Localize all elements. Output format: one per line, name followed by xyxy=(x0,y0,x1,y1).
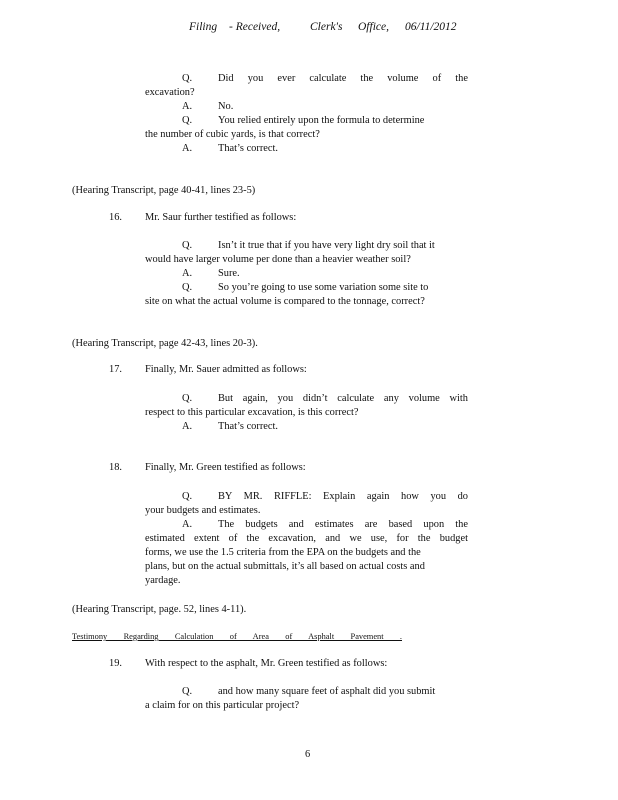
paragraph-text: Mr. Saur further testified as follows: xyxy=(145,212,297,223)
qa-text: plans, but on the actual submittals, it’s all based on actual costs and xyxy=(145,561,425,572)
qa-label: Q. xyxy=(182,115,193,126)
qa-text: So you’re going to use some variation some site to xyxy=(218,282,429,293)
qa-text: estimated extent of the excavation, and we use, for the budget xyxy=(145,533,468,544)
header-date: 06/11/2012 xyxy=(405,21,457,33)
header-filing: Filing xyxy=(189,21,218,33)
paragraph-text: With respect to the asphalt, Mr. Green testified as follows: xyxy=(145,658,388,669)
qa-text: No. xyxy=(218,101,234,112)
qa-text: the number of cubic yards, is that correct? xyxy=(145,129,320,140)
qa-label: Q. xyxy=(182,282,193,293)
qa-label: Q. xyxy=(182,73,193,84)
qa-label: Q. xyxy=(182,240,193,251)
qa-text: a claim for on this particular project? xyxy=(145,700,300,711)
qa-text: You relied entirely upon the formula to determine xyxy=(218,115,425,126)
qa-label: A. xyxy=(182,143,193,154)
qa-text: excavation? xyxy=(145,87,195,98)
qa-label: Q. xyxy=(182,491,193,502)
qa-label: A. xyxy=(182,268,193,279)
page-number: 6 xyxy=(305,749,311,760)
qa-text: respect to this particular excavation, is this correct? xyxy=(145,407,359,418)
qa-text: yardage. xyxy=(145,575,181,586)
paragraph-number: 19. xyxy=(109,658,122,669)
header-received: - Received, xyxy=(229,21,281,33)
paragraph-text: Finally, Mr. Green testified as follows: xyxy=(145,462,306,473)
qa-label: A. xyxy=(182,101,193,112)
qa-text: That’s correct. xyxy=(218,143,279,154)
paragraph-number: 18. xyxy=(109,462,122,473)
citation: (Hearing Transcript, page. 52, lines 4-11). xyxy=(72,604,247,615)
qa-text: BY MR. RIFFLE: Explain again how you do xyxy=(218,491,468,502)
qa-label: A. xyxy=(182,519,193,530)
qa-text: forms, we use the 1.5 criteria from the EPA on the budgets and the xyxy=(145,547,421,558)
section-heading: Testimony Regarding Calculation of Area of Asphalt Pavement . xyxy=(72,632,402,641)
qa-text: would have larger volume per done than a heavier weather soil? xyxy=(145,254,411,265)
paragraph-number: 17. xyxy=(109,364,122,375)
qa-text: Did you ever calculate the volume of the xyxy=(218,73,468,84)
qa-text: That’s correct. xyxy=(218,421,279,432)
citation: (Hearing Transcript, page 42-43, lines 20-3). xyxy=(72,338,258,349)
paragraph-number: 16. xyxy=(109,212,122,223)
qa-text: Sure. xyxy=(218,268,240,279)
qa-label: Q. xyxy=(182,686,193,697)
qa-text: site on what the actual volume is compared to the tonnage, correct? xyxy=(145,296,425,307)
qa-label: Q. xyxy=(182,393,193,404)
qa-text: your budgets and estimates. xyxy=(145,505,261,516)
header-office: Office, xyxy=(358,21,389,33)
header-clerks: Clerk's xyxy=(310,21,343,33)
citation: (Hearing Transcript, page 40-41, lines 23-5) xyxy=(72,185,256,196)
qa-text: But again, you didn’t calculate any volume with xyxy=(218,393,468,404)
qa-text: The budgets and estimates are based upon the xyxy=(218,519,468,530)
qa-text: Isn’t it true that if you have very light dry soil that it xyxy=(218,240,435,251)
qa-label: A. xyxy=(182,421,193,432)
qa-text: and how many square feet of asphalt did you submit xyxy=(218,686,436,697)
paragraph-text: Finally, Mr. Sauer admitted as follows: xyxy=(145,364,307,375)
